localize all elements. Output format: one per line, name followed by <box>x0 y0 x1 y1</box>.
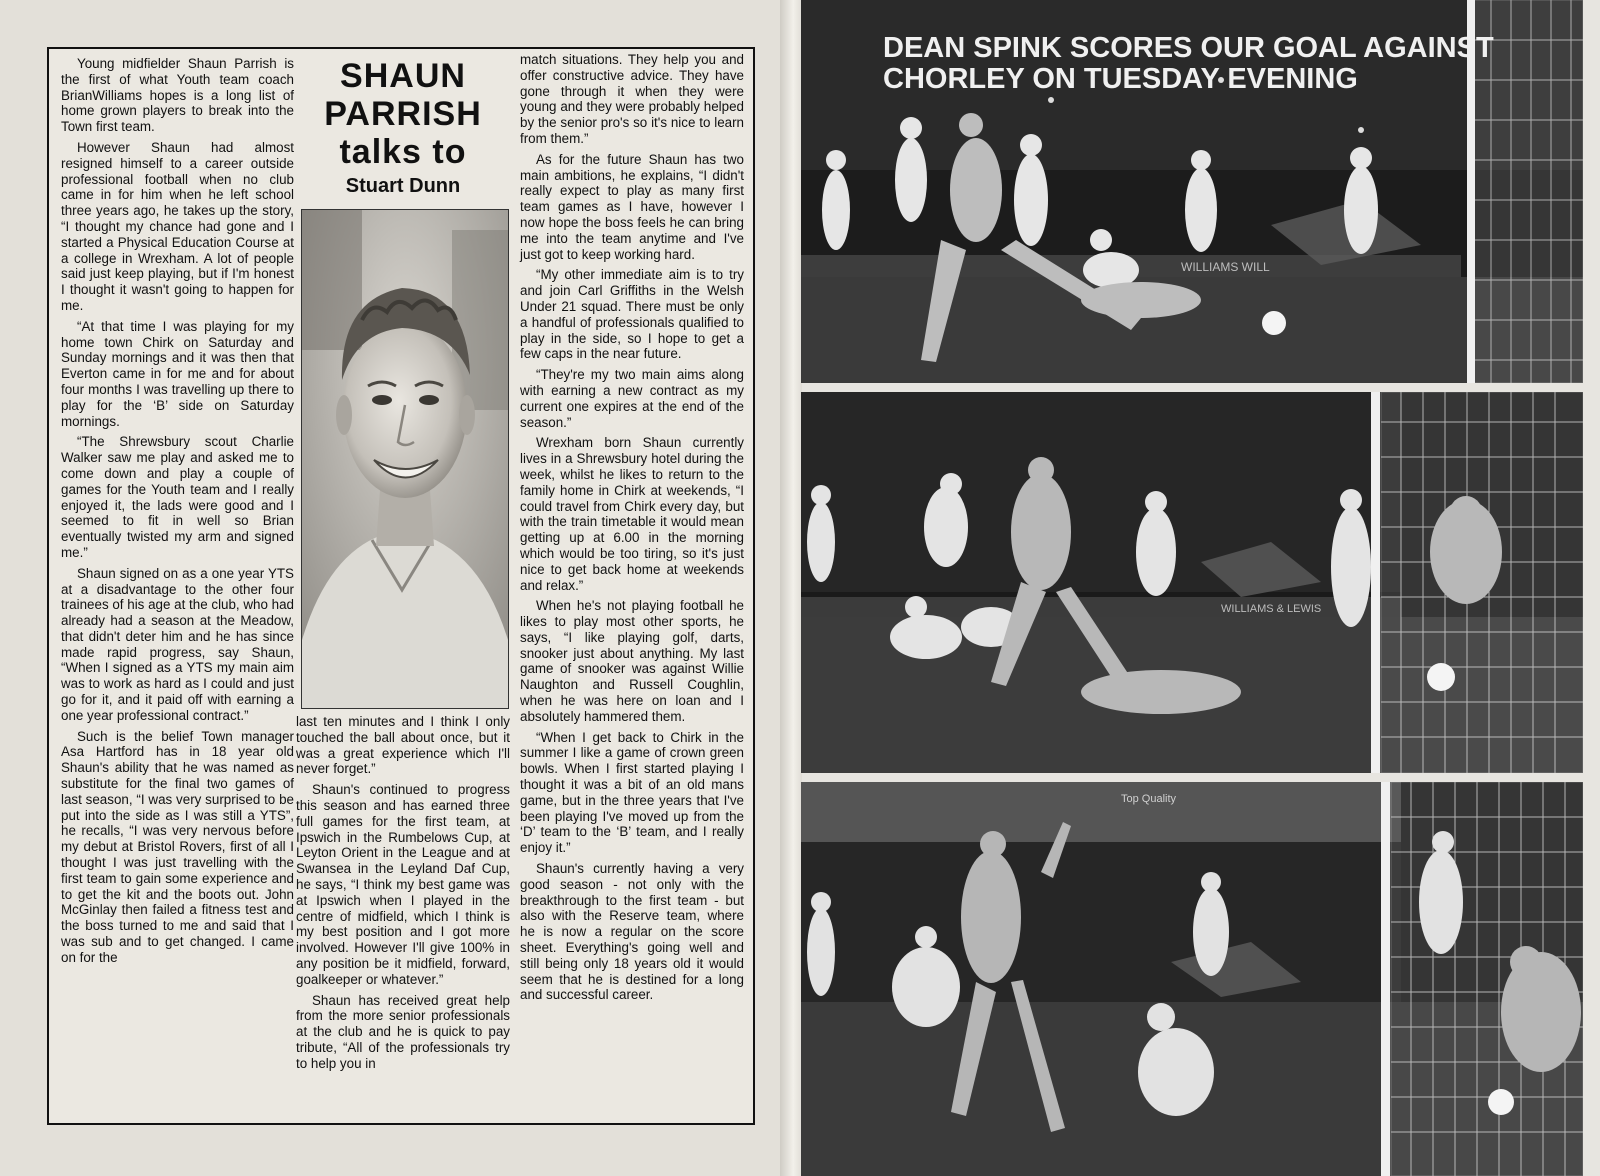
paragraph: When he's not playing football he likes to play most other sports, he says, “I like playing golf, darts, snooker just about anything. My last game of snooker was against Willie Naughton and Russell Coughlin, when he was here on loan and I absolutely hammered them. <box>520 598 744 724</box>
portrait-photo <box>301 209 509 709</box>
paragraph: Shaun signed on as a one year YTS at a disadvantage to the other four trainees of his age at the club, who had already had a season at the Meadow, that didn't deter him and he has since made rapid progress, say Shaun, “When I signed as a YTS my main aim was to work as hard as I could and just go for it, and it paid off with earning a one year professional contract.” <box>61 565 295 723</box>
paragraph: Young midfielder Shaun Parrish is the first of what Youth team coach BrianWilliams hopes is a long list of home grown players to break into the Town first team. <box>61 56 294 135</box>
advertising-board: WILLIAMS & LEWIS <box>1221 603 1322 615</box>
paragraph: “When I get back to Chirk in the summer I like a game of crown green bowls. When I first started playing I thought it was a bit of an old mans game, but in the three years that I've been playing I've moved up from the ‘D’ team to the ‘B’ team, and I really enjoy it.” <box>520 729 744 856</box>
paragraph: “At that time I was playing for my home town Chirk on Saturday and Sunday mornings and it was then that Everton came in for me and for about four months I was travelling up there to play for the ‘B’ side on Saturday mornings. <box>61 318 294 429</box>
paragraph: Shaun has received great help from the more senior professionals at the club and he is quick to pay tribute, “All of the professionals try to help you in <box>296 992 510 1071</box>
advertising-board: WILLIAMS WILL <box>1181 260 1270 274</box>
portrait-image <box>302 210 508 708</box>
paragraph: match situations. They help you and offer constructive advice. They have gone through it when they were young and they were probably helped by the senior pro's so it's nice to learn from them.” <box>520 52 744 146</box>
byline: Stuart Dunn <box>345 175 461 197</box>
paragraph: Such is the belief Town manager Asa Hartford has in 18 year old Shaun's ability that he was named as substitute for the final two games of last season, “I was very surprised to be put into the side as I was still a YTS”, he recalls, “I was very nervous before my debut at Bristol Rovers, first of all I thought I was just travelling with the first team to gain some experience and to get the kit and the boots out. John McGinlay then failed a fitness test and the boss turned to me and said that I was sub and to get changed. I came on for the <box>61 728 294 965</box>
match-photo-image <box>801 0 1583 383</box>
match-photo-image <box>801 782 1583 1176</box>
paragraph: “They're my two main aims along with earning a new contract as my current one expires at the end of the season.” <box>520 367 744 430</box>
paragraph: Wrexham born Shaun currently lives in a Shrewsbury hotel during the week, whilst he likes to return to the family home in Chirk at weekends, “I could travel from Chirk every day, but with the train timetable it would mean getting up at 6.00 in the morning which would be too tiring, so it's just nice to get back home at weekends and relax.” <box>520 435 744 593</box>
advertising-board: Top Quality <box>1121 793 1177 805</box>
photo-caption-line-1: DEAN SPINK SCORES OUR GOAL AGAINST <box>883 32 1494 64</box>
paragraph: However Shaun had almost resigned himself to a career outside professional football when no club came in for him when he left school three years ago, he takes up the story, “I thought my chance had gone and I started a Physical Education Course at a college in Wrexham. A lot of people said just keep playing, but if I'm honest I thought it wasn't going to happen for me. <box>61 139 294 313</box>
left-page <box>0 0 796 1176</box>
article-column-3 <box>520 52 744 1008</box>
article-column-2 <box>296 714 510 1077</box>
match-photo-3 <box>801 782 1583 1176</box>
paragraph: “My other immediate aim is to try and join Carl Griffiths in the Welsh Under 21 squad. There must be only a handful of professionals qualified to play in the side, so I hope to get a few caps in the near future. <box>520 267 744 362</box>
match-photo-2 <box>801 392 1583 773</box>
paragraph: As for the future Shaun has two main ambitions, he explains, “I didn't really expect to play as many first team games as I have, however I now hope the boss feels he can bring me into the team anytime and I've just got to keep working hard. <box>520 151 744 262</box>
paragraph: Shaun's continued to progress this season and has earned three full games for the first team, at Ipswich in the Rumbelows Cup, at Leyton Orient in the League and at Swansea in the Leyland Daf Cup, he says, “I think my best game was at Ipswich when I played in the centre of midfield, which I think is my best position and I got more involved. However I'll give 100% in any position be it midfield, forward, goalkeeper or whatever.” <box>296 782 510 987</box>
paragraph: “The Shrewsbury scout Charlie Walker saw me play and asked me to come down and play a couple of games for the Youth team and I really enjoyed it, the lads were good and I seemed to fit in well so Brian eventually twisted my arm and signed me.” <box>61 434 294 560</box>
paragraph: Shaun's currently having a very good season - not only with the breakthrough to the first team - but also with the Reserve team, where he is now a regular on the score sheet. Everything's going well and still being only 18 years old it would seem that he is destined for a long and successful career. <box>520 861 744 1003</box>
paragraph: last ten minutes and I think I only touched the ball about once, but it was a great experience which I'll never forget.” <box>296 714 510 777</box>
article-box <box>47 47 755 1125</box>
headline-line: talks to <box>339 133 467 171</box>
headline-line: PARRISH <box>324 95 482 133</box>
article-column-1 <box>61 56 294 971</box>
page-gutter <box>780 0 802 1176</box>
article-headline <box>296 57 510 199</box>
match-photo-1 <box>801 0 1583 383</box>
headline-line: SHAUN <box>340 57 466 95</box>
match-photo-image <box>801 392 1583 773</box>
photo-caption-line-2: CHORLEY ON TUESDAY EVENING <box>883 63 1358 95</box>
